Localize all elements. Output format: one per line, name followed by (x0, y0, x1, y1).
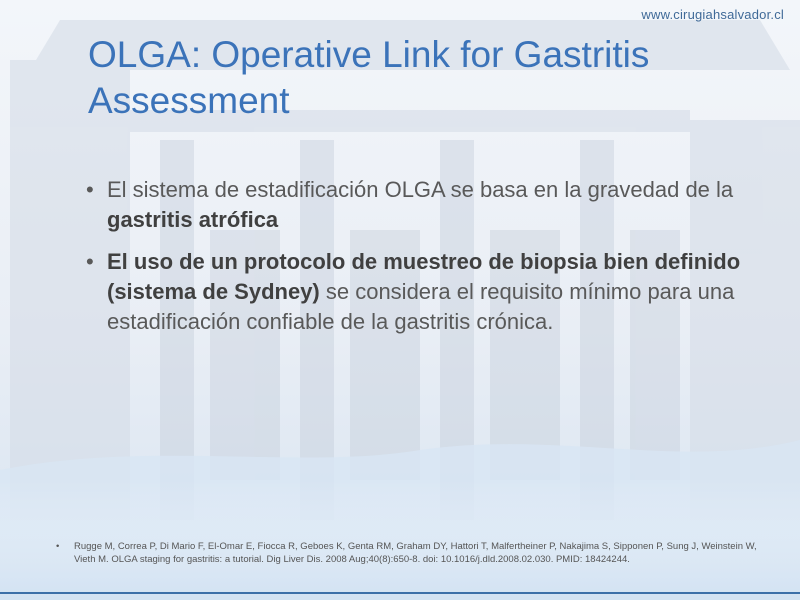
site-url: www.cirugiahsalvador.cl (641, 7, 784, 22)
bullet-text: se considera el requisito mínimo para una estadificación confiable de la gastritis crónica. (107, 279, 735, 334)
reference-citation (58, 540, 758, 566)
reference-text: Rugge M, Correa P, Di Mario F, El-Omar E, Fiocca R, Geboes K, Genta RM, Graham DY, Hattori T, Malfertheiner P, Nakajima S, Sipponen P, Sung J, Weinstein W, Vieth M. OLGA staging for gastritis: a tutorial. Dig Liver Dis. 2008 Aug;40(8):650-8. doi: 10.1016/j.dld.2008.02.030. PMID: 18424244. (74, 541, 757, 565)
bullet-list (86, 175, 766, 349)
bottom-rule (0, 592, 800, 594)
bullet-symbol: • (86, 177, 94, 202)
bullet-item (86, 175, 766, 235)
bullet-item (86, 247, 766, 337)
reference-bullet: • (56, 541, 60, 552)
bullet-bold-text: El uso de un protocolo de muestreo de biopsia bien definido (sistema de Sydney) (107, 249, 741, 304)
bullet-symbol: • (86, 249, 94, 274)
slide-title: OLGA: Operative Link for Gastritis Assessment (88, 34, 650, 121)
bullet-text: El sistema de estadificación OLGA se basa en la gravedad de la (107, 177, 734, 202)
bullet-bold-text: gastritis atrófica (107, 207, 279, 232)
